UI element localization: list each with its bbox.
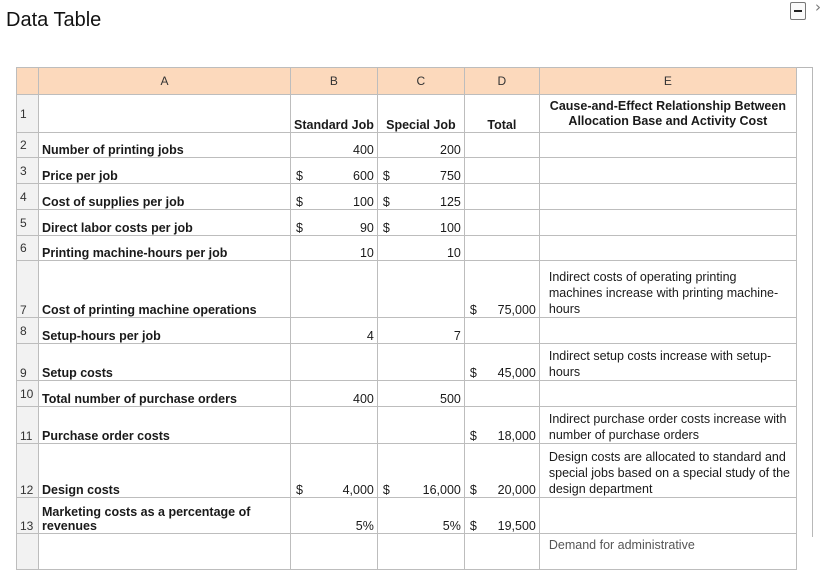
table-row	[17, 184, 797, 210]
total-cell	[464, 210, 539, 236]
row-number: 7	[17, 261, 39, 318]
special-job-cell	[377, 407, 464, 444]
table-row	[17, 261, 797, 318]
column-header-e: E	[539, 68, 796, 95]
close-icon[interactable]: ›	[815, 0, 821, 16]
cause-effect-cell	[539, 236, 796, 261]
data-table	[16, 67, 797, 570]
cause-effect-cell	[539, 184, 796, 210]
row-number: 12	[17, 444, 39, 498]
standard-job-cell: $ 600	[291, 158, 378, 184]
header-total: Total	[464, 95, 539, 133]
standard-job-cell	[291, 344, 378, 381]
table-row	[17, 133, 797, 158]
header-cause-effect: Cause-and-Effect Relationship Between Allocation Base and Activity Cost	[539, 95, 796, 133]
standard-job-cell: 4	[291, 318, 378, 344]
row-number: 4	[17, 184, 39, 210]
row-label: Cost of printing machine operations	[39, 261, 291, 318]
header-special-job: Special Job	[377, 95, 464, 133]
table-row	[17, 381, 797, 407]
column-header-b: B	[291, 68, 378, 95]
table-row	[17, 318, 797, 344]
special-job-cell: 500	[377, 381, 464, 407]
row-label	[39, 534, 291, 570]
row-number: 13	[17, 498, 39, 534]
cause-effect-cell	[539, 158, 796, 184]
table-row	[17, 534, 797, 570]
standard-job-cell: $ 4,000	[291, 444, 378, 498]
standard-job-cell	[291, 534, 378, 570]
total-cell: $ 18,000	[464, 407, 539, 444]
row-label: Setup costs	[39, 344, 291, 381]
total-cell: $ 20,000	[464, 444, 539, 498]
cause-effect-cell	[539, 498, 796, 534]
cause-effect-cell	[539, 318, 796, 344]
row-number: 5	[17, 210, 39, 236]
cause-effect-cell: Demand for administrative	[539, 534, 796, 570]
total-cell	[464, 381, 539, 407]
row-label: Total number of purchase orders	[39, 381, 291, 407]
cause-effect-cell: Design costs are allocated to standard and special jobs based on a special study of the design department	[539, 444, 796, 498]
cause-effect-cell	[539, 133, 796, 158]
row-number: 3	[17, 158, 39, 184]
row-label: Marketing costs as a percentage of revenues	[39, 498, 291, 534]
corner-cell	[17, 68, 39, 95]
standard-job-cell	[291, 261, 378, 318]
total-cell: $ 45,000	[464, 344, 539, 381]
table-row	[17, 210, 797, 236]
total-cell: $ 75,000	[464, 261, 539, 318]
special-job-cell: $ 100	[377, 210, 464, 236]
total-cell	[464, 236, 539, 261]
table-row	[17, 95, 797, 133]
total-cell	[464, 534, 539, 570]
table-row	[17, 498, 797, 534]
row-number: 2	[17, 133, 39, 158]
special-job-cell	[377, 261, 464, 318]
special-job-cell: 10	[377, 236, 464, 261]
column-header-a: A	[39, 68, 291, 95]
table-row	[17, 236, 797, 261]
standard-job-cell: 400	[291, 133, 378, 158]
special-job-cell: $ 750	[377, 158, 464, 184]
cause-effect-cell: Indirect setup costs increase with setup-hours	[539, 344, 796, 381]
total-cell	[464, 158, 539, 184]
row-number: 11	[17, 407, 39, 444]
header-standard-job: Standard Job	[291, 95, 378, 133]
row-label	[39, 95, 291, 133]
standard-job-cell: $ 100	[291, 184, 378, 210]
row-number	[17, 534, 39, 570]
column-header-row	[17, 68, 797, 95]
column-header-c: C	[377, 68, 464, 95]
special-job-cell: $ 16,000	[377, 444, 464, 498]
minimize-icon	[794, 10, 802, 12]
standard-job-cell: 5%	[291, 498, 378, 534]
row-label: Design costs	[39, 444, 291, 498]
row-number: 10	[17, 381, 39, 407]
row-label: Printing machine-hours per job	[39, 236, 291, 261]
cause-effect-cell	[539, 381, 796, 407]
row-label: Price per job	[39, 158, 291, 184]
column-header-d: D	[464, 68, 539, 95]
row-number: 6	[17, 236, 39, 261]
special-job-cell: 200	[377, 133, 464, 158]
special-job-cell	[377, 344, 464, 381]
table-row	[17, 407, 797, 444]
standard-job-cell	[291, 407, 378, 444]
row-label: Setup-hours per job	[39, 318, 291, 344]
special-job-cell: 7	[377, 318, 464, 344]
total-cell	[464, 318, 539, 344]
row-label: Number of printing jobs	[39, 133, 291, 158]
standard-job-cell: 10	[291, 236, 378, 261]
table-row	[17, 344, 797, 381]
special-job-cell	[377, 534, 464, 570]
total-cell: $ 19,500	[464, 498, 539, 534]
row-label: Cost of supplies per job	[39, 184, 291, 210]
minimize-button[interactable]	[790, 2, 806, 20]
table-row	[17, 158, 797, 184]
cause-effect-cell: Indirect purchase order costs increase with number of purchase orders	[539, 407, 796, 444]
row-label: Purchase order costs	[39, 407, 291, 444]
window-title: Data Table	[6, 9, 102, 31]
table-row	[17, 444, 797, 498]
total-cell	[464, 133, 539, 158]
total-cell	[464, 184, 539, 210]
cause-effect-cell	[539, 210, 796, 236]
row-number: 8	[17, 318, 39, 344]
cause-effect-cell: Indirect costs of operating printing machines increase with printing machine-hours	[539, 261, 796, 318]
row-number: 1	[17, 95, 39, 133]
special-job-cell: 5%	[377, 498, 464, 534]
row-number: 9	[17, 344, 39, 381]
standard-job-cell: 400	[291, 381, 378, 407]
data-table-container	[16, 67, 813, 552]
standard-job-cell: $ 90	[291, 210, 378, 236]
row-label: Direct labor costs per job	[39, 210, 291, 236]
special-job-cell: $ 125	[377, 184, 464, 210]
